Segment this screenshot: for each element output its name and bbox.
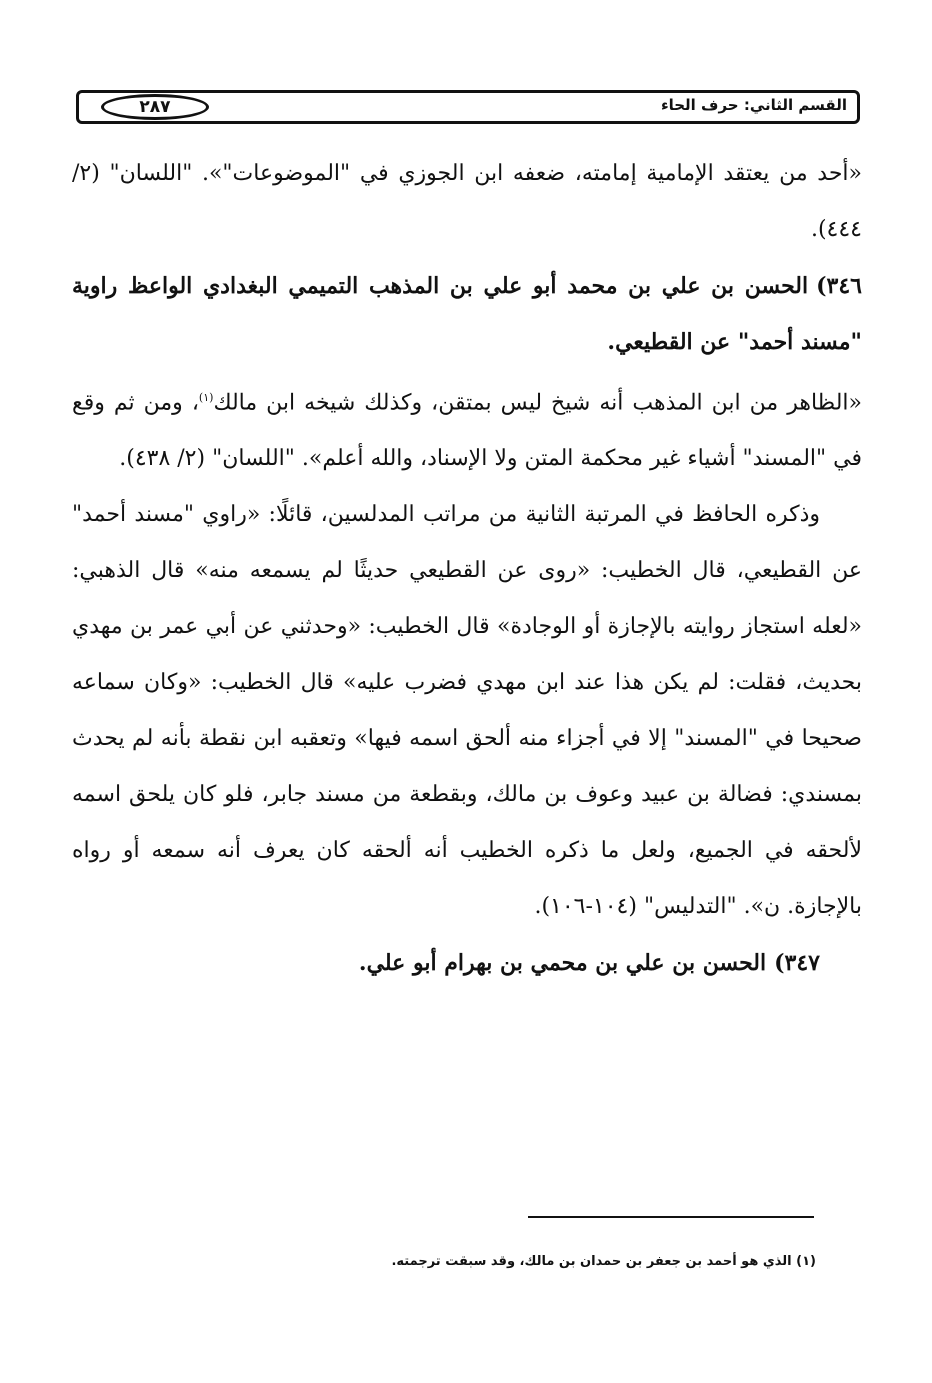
running-header bbox=[76, 90, 860, 124]
page-body bbox=[72, 146, 862, 991]
section-title: القسم الثاني: حرف الحاء bbox=[660, 96, 847, 114]
entry-text: الحسن بن علي بن محمد أبو علي بن المذهب التميمي البغدادي الواعظ راوية "مسند أحمد" عن القطيعي. bbox=[72, 273, 862, 355]
entry-number: ٣٤٧) bbox=[774, 950, 820, 977]
footnote-divider bbox=[528, 1216, 814, 1218]
entry-text: الحسن بن علي بن محمي بن بهرام أبو علي. bbox=[358, 950, 767, 977]
entry-347 bbox=[72, 935, 862, 991]
footnote-ref: (١) bbox=[198, 391, 214, 404]
page-number: ٢٨٧ bbox=[101, 94, 209, 120]
quote-text-part2: ، ومن ثم وقع في "المسند" أشياء غير محكمة المتن ولا الإسناد، والله أعلم». "اللسان" (٢/ ٤٣٨). bbox=[72, 390, 862, 472]
paragraph-tadlis: وذكره الحافظ في المرتبة الثانية من مراتب المدلسين، قائلًا: «راوي "مسند أحمد" عن القطيعي، قال الخطيب: «روى عن القطيعي حديثًا لم يسمعه منه» قال الذهبي: «لعله استجاز روايته بالإجازة أو الوجادة» قال الخطيب: «وحدثني عن أبي عمر بن مهدي بحديث، فقلت: لم يكن هذا عند ابن مهدي فضرب عليه» قال الخطيب: «وكان سماعه صحيحا في "المسند" إلا في أجزاء منه ألحق اسمه فيها» وتعقبه ابن نقطة بأنه لم يحدث بمسندي: فضالة بن عبيد وعوف بن مالك، وبقطعة من مسند جابر، فلو كان يلحق اسمه لألحقه في الجميع، ولعل ما ذكره الخطيب أنه ألحقه كان يعرف أنه سمعه أو رواه بالإجازة. ن». "التدليس" (١٠٤-١٠٦). bbox=[72, 502, 863, 920]
paragraph-quote-2 bbox=[72, 370, 862, 487]
entry-346 bbox=[72, 258, 862, 370]
paragraph-quote-1: «أحد من يعتقد الإمامية إمامته، ضعفه ابن الجوزي في "الموضوعات"». "اللسان" (٢/ ٤٤٤). bbox=[72, 161, 862, 242]
entry-number: ٣٤٦) bbox=[816, 273, 862, 299]
footnote: (١) الذي هو أحمد بن جعفر بن حمدان بن مالك، وقد سبقت ترجمته. bbox=[391, 1254, 816, 1269]
quote-text-part1: «الظاهر من ابن المذهب أنه شيخ ليس بمتقن، وكذلك شيخه ابن مالك bbox=[213, 390, 862, 416]
